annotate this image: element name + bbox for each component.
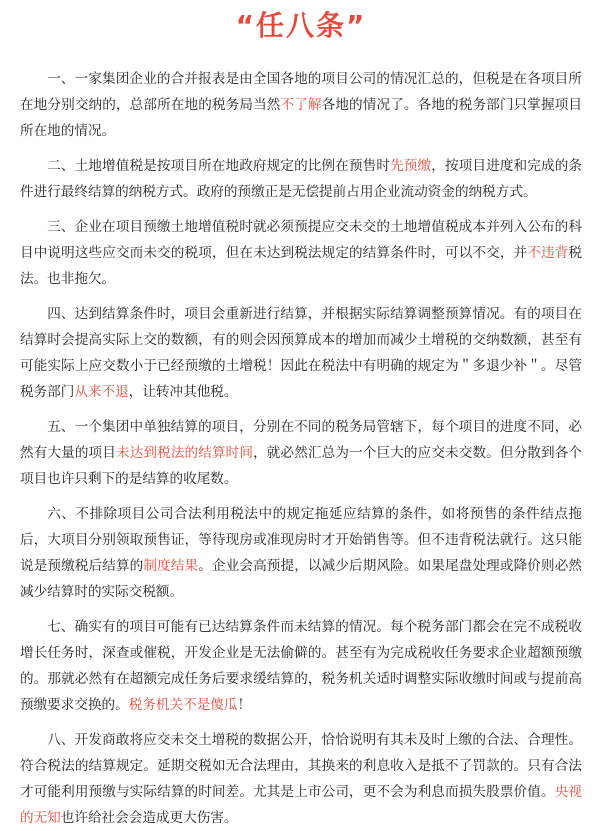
- highlighted-phrase: 不违背: [527, 245, 569, 261]
- highlighted-phrase: 制度结果: [143, 558, 199, 574]
- document-body: [20, 66, 582, 831]
- document-title: “任八条”: [235, 9, 367, 42]
- paragraph-text: 六、不排除项目公司合法利用税法中的规定拖延应结算的条件，如将预售的条件结点拖后，大项目分别领取预售证，等待现房或准现房时才开始销售等。但不违背税法就行。这只能说是预缴税后结算的: [20, 506, 582, 574]
- paragraph: [20, 501, 582, 605]
- paragraph-text: ，就必然汇总为一个巨大的应交未交数。但分散到各个项目也许只剩下的是结算的收尾数。: [20, 445, 583, 487]
- highlighted-phrase: 从来不退: [74, 384, 129, 400]
- paragraph-text: 七、确实有的项目可能有已达结算条件而未结算的情况。每个税务部门都会在完不成税收增长任务时，深查或催税，开发企业是无法偷僻的。甚至有为完成税收任务要求企业超额预缴的。那就必然有在超额完成任务后要求缓结算的，税务机关适时调整实际收缴时间或与提前高预缴要求交换的。: [20, 619, 582, 713]
- highlighted-phrase: 央视的无知: [20, 784, 583, 826]
- highlighted-phrase: 未达到税法的结算时间: [115, 445, 254, 461]
- highlighted-phrase: 税务机关不是傻瓜: [128, 697, 238, 713]
- paragraph: [20, 66, 582, 144]
- paragraph: [20, 301, 582, 405]
- paragraph-text: ，按项目进度和完成的条件进行最终结算的纳税方式。政府的预缴正是无偿提前占用企业流动资金的纳税方式。: [20, 158, 583, 200]
- paragraph: [20, 727, 582, 831]
- paragraph-text: 各地的情况了。各地的税务部门只掌握项目所在地的情况。: [20, 97, 583, 139]
- paragraph-text: 也许给社会会造成更大伤害。: [60, 810, 238, 826]
- paragraph-text: 五、一个集团中单独结算的项目，分别在不同的税务局管辖下，每个项目的进度不同，必然有大量的项目: [20, 419, 582, 461]
- paragraph-text: 。企业会高预提，以减少后期风险。如果尾盘处理或降价则必然减少结算时的实际交税额。: [20, 558, 583, 600]
- paragraph-text: 三、企业在项目预缴土地增值税时就必须预提应交未交的土地增值税成本并列入公布的科目中说明这些应交而未交的税项，但在未达到税法规定的结算条件时，可以不交，并: [20, 219, 582, 261]
- paragraph-text: 税法。也非拖欠。: [20, 245, 583, 287]
- paragraph: [20, 414, 582, 492]
- paragraph: [20, 153, 582, 205]
- paragraph-text: ，让转冲其他税。: [128, 384, 238, 400]
- highlighted-phrase: 先预缴: [390, 158, 432, 174]
- paragraph: [20, 614, 582, 718]
- paragraph-text: 四、达到结算条件时，项目会重新进行结算，并根据实际结算调整预算情况。有的项目在结算时会提高实际上交的数额，有的则会因预算成本的增加而减少土增税的交纳数额，甚至有可能实际上应交数小于已经预缴的土增税！因此在税法中有明确的规定为＂多退少补＂。尽管税务部门: [20, 306, 582, 400]
- paragraph-text: 二、土地增值税是按项目所在地政府规定的比例在预售时: [47, 158, 391, 174]
- paragraph-text: ！: [237, 697, 252, 713]
- paragraph-text: 一、一家集团企业的合并报表是由全国各地的项目公司的情况汇总的，但税是在各项目所在地分别交纳的，总部所在地的税务局当然: [20, 71, 582, 113]
- paragraph-text: 八、开发商敢将应交未交土增税的数据公开，恰恰说明有其未及时上缴的合法、合理性。符合税法的结算规定。延期交税如无合法理由，其换来的利息收入是抵不了罚款的。只有合法才可能利用预缴与实际结算的时间差。尤其是上市公司，更不会为利息而损失股票价值。: [20, 732, 582, 800]
- paragraph: [20, 214, 582, 292]
- highlighted-phrase: 不了解: [280, 97, 322, 113]
